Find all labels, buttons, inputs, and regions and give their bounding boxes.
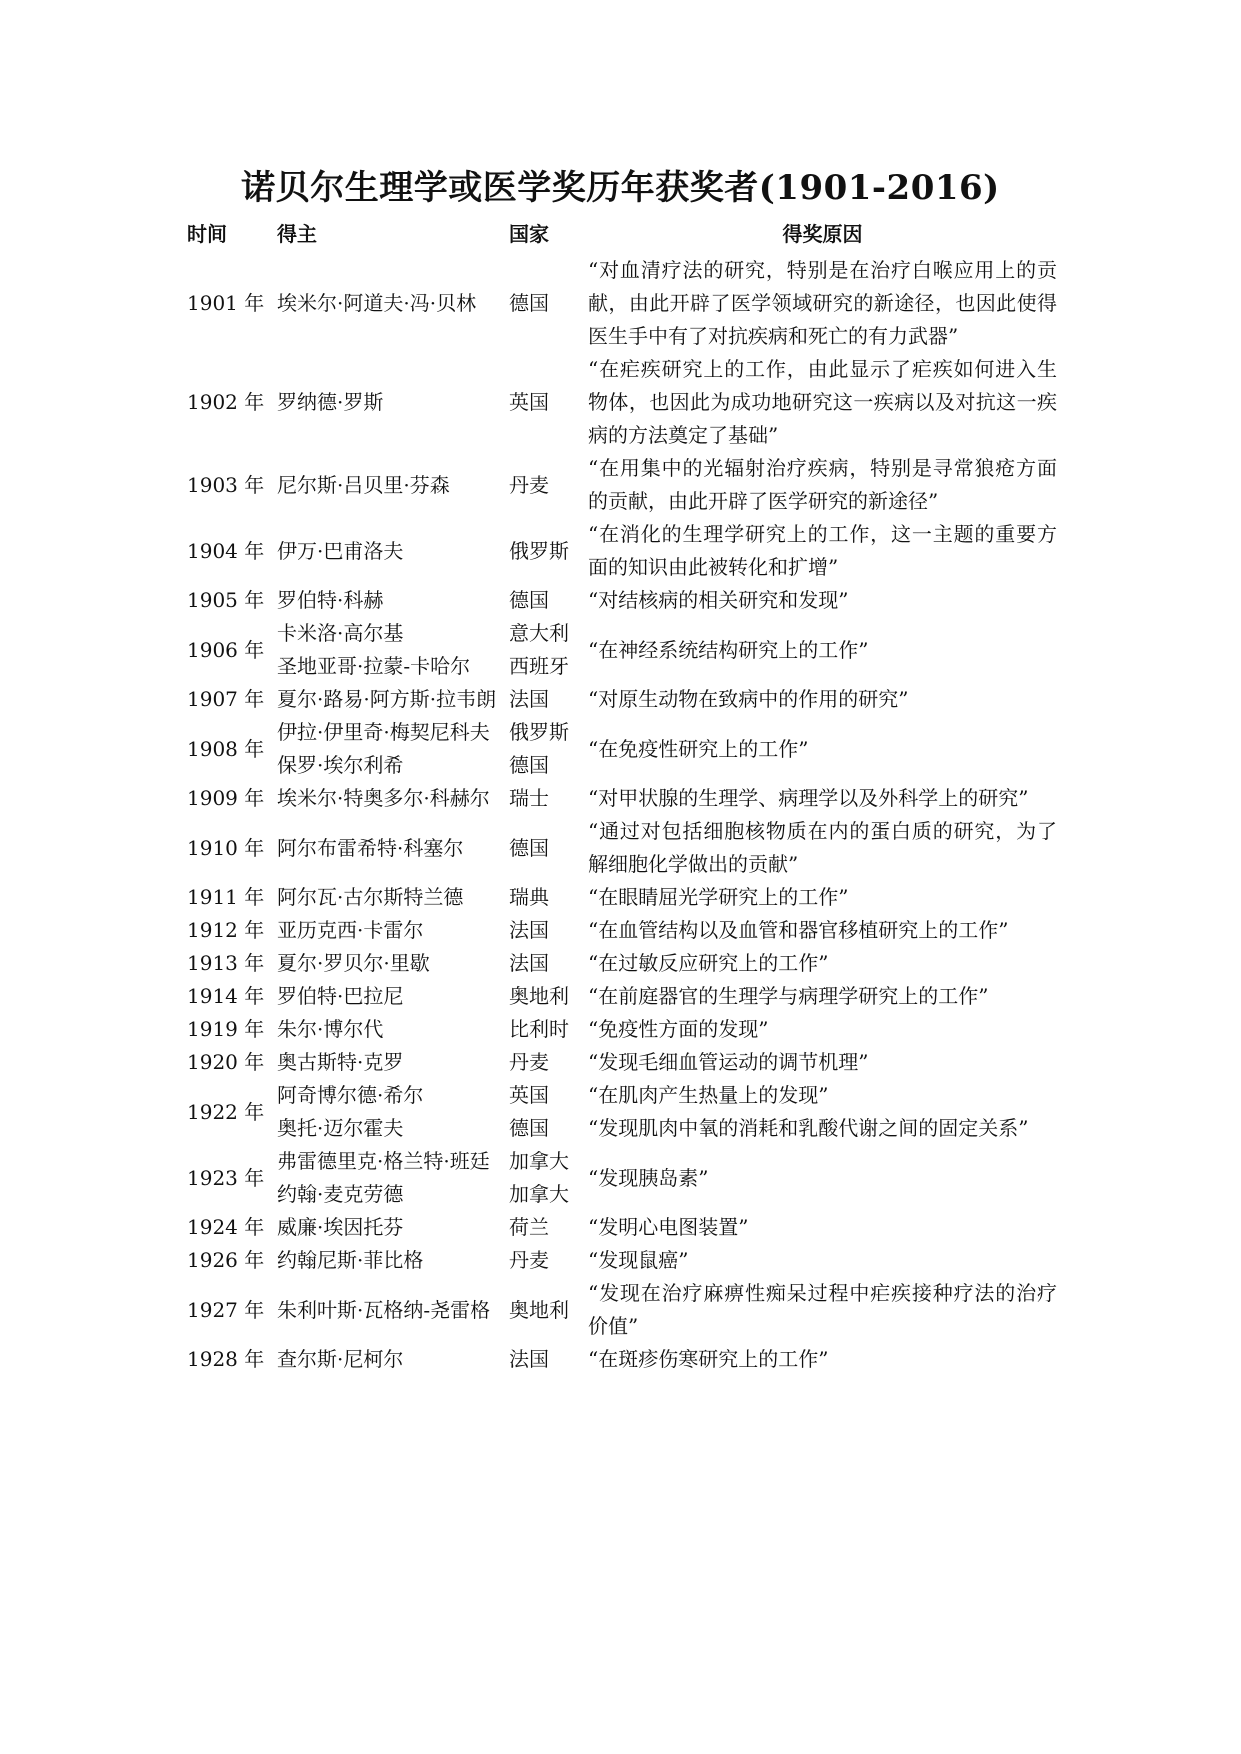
laureate-name: 亚历克西·卡雷尔 xyxy=(277,918,424,942)
award-reason: “在疟疾研究上的工作，由此显示了疟疾如何进入生物体，也因此为成功地研究这一疾病以及对抗这一疾病的方法奠定了基础” xyxy=(588,357,1057,447)
table-header-row xyxy=(187,214,1057,254)
laureate-country: 法国 xyxy=(509,951,549,975)
laureate-country: 丹麦 xyxy=(509,1050,549,1074)
year-cell: 1920 年 xyxy=(187,1050,265,1074)
year-cell: 1922 年 xyxy=(187,1099,265,1124)
laureate-country: 德国 xyxy=(509,835,549,860)
table-row xyxy=(187,1277,1057,1343)
laureate-name: 奥托·迈尔霍夫 xyxy=(277,1116,404,1140)
laureate-name: 伊万·巴甫洛夫 xyxy=(277,538,404,563)
laureate-country: 瑞典 xyxy=(509,885,549,909)
laureate-country: 丹麦 xyxy=(509,1248,549,1272)
laureate-name: 保罗·埃尔利希 xyxy=(277,753,404,777)
table-row xyxy=(187,1211,1057,1244)
laureate-name: 尼尔斯·吕贝里·芬森 xyxy=(277,472,450,497)
laureate-name: 埃米尔·特奥多尔·科赫尔 xyxy=(277,786,490,810)
laureate-country: 瑞士 xyxy=(509,786,549,810)
table-row xyxy=(187,1013,1057,1046)
laureate-name: 弗雷德里克·格兰特·班廷 xyxy=(277,1149,490,1173)
table-row xyxy=(187,683,1057,716)
award-reason: “对结核病的相关研究和发现” xyxy=(588,588,849,612)
laureate-name: 罗伯特·科赫 xyxy=(277,588,384,612)
award-reason: “发现鼠癌” xyxy=(588,1248,689,1272)
award-reason: “在用集中的光辐射治疗疾病，特别是寻常狼疮方面的贡献，由此开辟了医学研究的新途径” xyxy=(588,456,1057,513)
laureate-name: 罗纳德·罗斯 xyxy=(277,390,384,414)
award-reason: “在过敏反应研究上的工作” xyxy=(588,951,829,975)
laureate-name: 夏尔·罗贝尔·里歇 xyxy=(277,951,430,975)
laureate-country: 法国 xyxy=(509,687,549,711)
year-cell: 1908 年 xyxy=(187,736,265,761)
laureate-name: 阿奇博尔德·希尔 xyxy=(277,1083,424,1107)
laureate-country: 西班牙 xyxy=(509,654,569,678)
award-reason: “发现胰岛素” xyxy=(588,1165,709,1190)
header-reason: 得奖原因 xyxy=(782,222,863,246)
table-row xyxy=(187,353,1057,452)
year-cell: 1928 年 xyxy=(187,1347,265,1371)
award-reason: “对甲状腺的生理学、病理学以及外科学上的研究” xyxy=(588,786,1029,810)
year-cell: 1927 年 xyxy=(187,1297,265,1322)
laureate-name: 伊拉·伊里奇·梅契尼科夫 xyxy=(277,720,490,744)
header-laureate: 得主 xyxy=(277,222,317,246)
year-cell: 1904 年 xyxy=(187,538,265,563)
award-reason: “在眼睛屈光学研究上的工作” xyxy=(588,885,849,909)
laureate-country: 俄罗斯 xyxy=(509,538,569,563)
laureate-name: 威廉·埃因托芬 xyxy=(277,1215,404,1239)
header-time: 时间 xyxy=(187,222,227,246)
laureate-name: 卡米洛·高尔基 xyxy=(277,621,404,645)
year-cell: 1914 年 xyxy=(187,984,265,1008)
page-title: 诺贝尔生理学或医学奖历年获奖者(1901-2016) xyxy=(241,168,1000,208)
award-reason: “对血清疗法的研究，特别是在治疗白喉应用上的贡献，由此开辟了医学领域研究的新途径，也因此使得医生手中有了对抗疾病和死亡的有力武器” xyxy=(588,258,1057,348)
table-row xyxy=(187,584,1057,617)
laureate-country: 奥地利 xyxy=(509,984,569,1008)
laureates-table xyxy=(187,214,1057,1376)
table-row xyxy=(187,1079,1057,1112)
laureate-country: 法国 xyxy=(509,1347,549,1371)
laureate-country: 德国 xyxy=(509,291,549,315)
table-row xyxy=(187,881,1057,914)
award-reason: “发现在治疗麻痹性痴呆过程中疟疾接种疗法的治疗价值” xyxy=(588,1281,1057,1338)
table-row xyxy=(187,980,1057,1013)
year-cell: 1923 年 xyxy=(187,1165,265,1190)
year-cell: 1905 年 xyxy=(187,588,265,612)
year-cell: 1907 年 xyxy=(187,687,265,711)
laureate-country: 荷兰 xyxy=(509,1215,549,1239)
year-cell: 1902 年 xyxy=(187,390,265,414)
award-reason: “免疫性方面的发现” xyxy=(588,1017,769,1041)
year-cell: 1911 年 xyxy=(187,885,265,909)
year-cell: 1909 年 xyxy=(187,786,265,810)
laureate-name: 夏尔·路易·阿方斯·拉韦朗 xyxy=(277,687,497,711)
award-reason: “通过对包括细胞核物质在内的蛋白质的研究，为了解细胞化学做出的贡献” xyxy=(588,819,1057,876)
table-row xyxy=(187,254,1057,353)
table-row xyxy=(187,1145,1057,1178)
laureate-country: 奥地利 xyxy=(509,1297,569,1322)
award-reason: “在斑疹伤寒研究上的工作” xyxy=(588,1347,829,1371)
year-cell: 1901 年 xyxy=(187,291,265,315)
header-country: 国家 xyxy=(509,222,549,246)
laureate-name: 约翰尼斯·菲比格 xyxy=(277,1248,424,1272)
laureate-country: 加拿大 xyxy=(509,1149,569,1173)
laureate-name: 阿尔布雷希特·科塞尔 xyxy=(277,835,464,860)
table-body xyxy=(187,254,1057,1376)
laureate-name: 罗伯特·巴拉尼 xyxy=(277,984,404,1008)
laureate-name: 奥古斯特·克罗 xyxy=(277,1050,404,1074)
laureate-name: 阿尔瓦·古尔斯特兰德 xyxy=(277,885,464,909)
table-row xyxy=(187,782,1057,815)
year-cell: 1919 年 xyxy=(187,1017,265,1041)
laureate-country: 德国 xyxy=(509,753,549,777)
laureate-name: 查尔斯·尼柯尔 xyxy=(277,1347,404,1371)
laureate-country: 英国 xyxy=(509,1083,549,1107)
laureate-name: 约翰·麦克劳德 xyxy=(277,1182,404,1206)
table-row xyxy=(187,1112,1057,1145)
award-reason: “发现肌肉中氧的消耗和乳酸代谢之间的固定关系” xyxy=(588,1116,1029,1140)
table-row xyxy=(187,617,1057,650)
year-cell: 1926 年 xyxy=(187,1248,265,1272)
table-row xyxy=(187,452,1057,518)
award-reason: “发明心电图装置” xyxy=(588,1215,749,1239)
table-row xyxy=(187,1244,1057,1277)
award-reason: “在神经系统结构研究上的工作” xyxy=(588,637,869,662)
laureate-country: 意大利 xyxy=(509,621,569,645)
laureate-country: 比利时 xyxy=(509,1017,569,1041)
year-cell: 1903 年 xyxy=(187,472,265,497)
laureate-country: 英国 xyxy=(509,390,549,414)
table-row xyxy=(187,1343,1057,1376)
award-reason: “发现毛细血管运动的调节机理” xyxy=(588,1050,869,1074)
laureate-name: 朱利叶斯·瓦格纳-尧雷格 xyxy=(277,1297,491,1322)
laureate-country: 德国 xyxy=(509,588,549,612)
laureate-country: 俄罗斯 xyxy=(509,720,569,744)
table-row xyxy=(187,914,1057,947)
table-row xyxy=(187,947,1057,980)
table-row xyxy=(187,815,1057,881)
award-reason: “在肌肉产生热量上的发现” xyxy=(588,1083,829,1107)
laureate-country: 法国 xyxy=(509,918,549,942)
award-reason: “在前庭器官的生理学与病理学研究上的工作” xyxy=(588,984,989,1008)
table-row xyxy=(187,1046,1057,1079)
award-reason: “在免疫性研究上的工作” xyxy=(588,736,809,761)
year-cell: 1924 年 xyxy=(187,1215,265,1239)
year-cell: 1913 年 xyxy=(187,951,265,975)
award-reason: “在消化的生理学研究上的工作，这一主题的重要方面的知识由此被转化和扩增” xyxy=(588,522,1057,579)
laureate-country: 丹麦 xyxy=(509,472,549,497)
table-row xyxy=(187,716,1057,749)
laureate-name: 埃米尔·阿道夫·冯·贝林 xyxy=(277,291,477,315)
award-reason: “在血管结构以及血管和器官移植研究上的工作” xyxy=(588,918,1009,942)
laureate-country: 德国 xyxy=(509,1116,549,1140)
laureate-country: 加拿大 xyxy=(509,1182,569,1206)
table-row xyxy=(187,518,1057,584)
award-reason: “对原生动物在致病中的作用的研究” xyxy=(588,687,909,711)
laureate-name: 朱尔·博尔代 xyxy=(277,1017,384,1041)
year-cell: 1910 年 xyxy=(187,835,265,860)
year-cell: 1906 年 xyxy=(187,637,265,662)
laureate-name: 圣地亚哥·拉蒙-卡哈尔 xyxy=(277,654,471,678)
year-cell: 1912 年 xyxy=(187,918,265,942)
